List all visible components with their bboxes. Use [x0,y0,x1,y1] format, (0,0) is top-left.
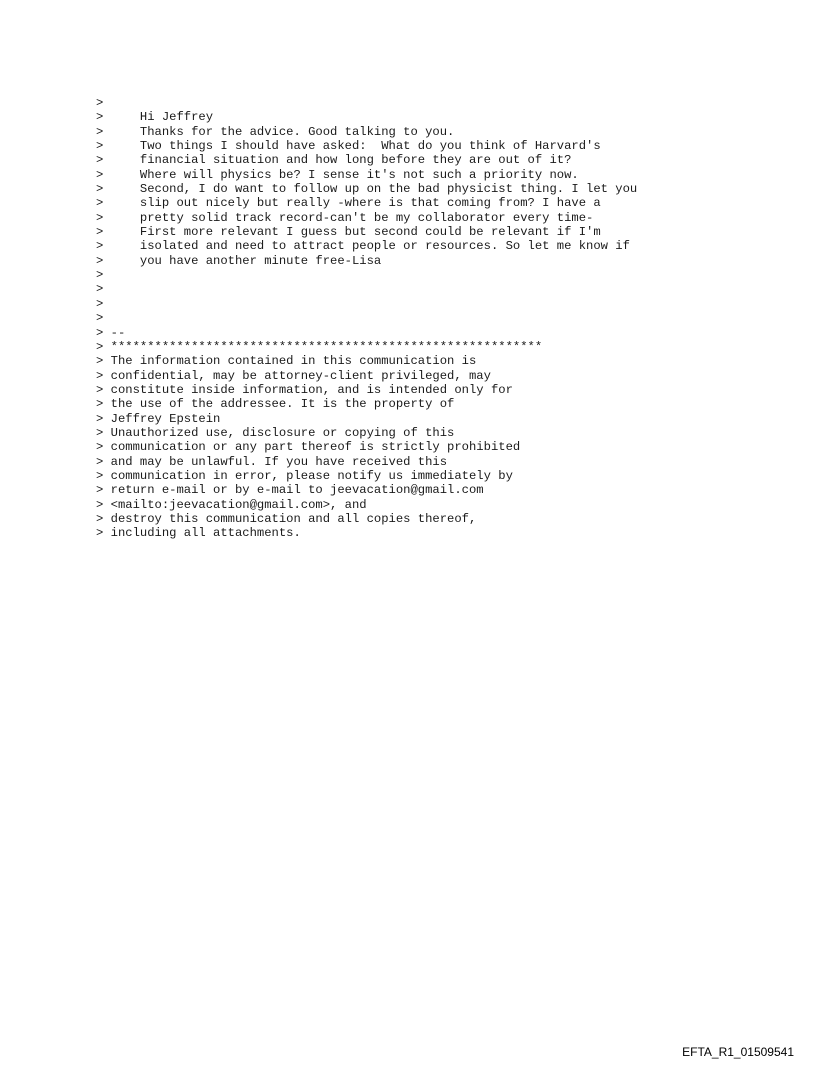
email-line: > slip out nicely but really -where is that coming from? I have a [96,196,601,211]
disclaimer-divider: > *********************************************************** [96,339,543,354]
email-line: > [96,96,104,110]
disclaimer-line: > destroy this communication and all copies thereof, [96,511,477,526]
disclaimer-line: > <mailto:jeevacation@gmail.com>, and [96,497,367,512]
email-line: > isolated and need to attract people or resources. So let me know if [96,239,630,254]
email-line: > [96,311,104,326]
email-line: > financial situation and how long before they are out of it? [96,153,572,168]
disclaimer-line: > including all attachments. [96,526,301,541]
disclaimer-line: > the use of the addressee. It is the property of [96,397,455,412]
email-line: > First more relevant I guess but second could be relevant if I'm [96,225,601,240]
disclaimer-line: > The information contained in this communication is [96,354,477,369]
disclaimer-line: > return e-mail or by e-mail to jeevacation@gmail.com [96,483,484,498]
email-line: > Thanks for the advice. Good talking to you. [96,124,455,139]
signature-separator: > -- [96,325,126,340]
email-line: > Second, I do want to follow up on the bad physicist thing. I let you [96,182,638,197]
disclaimer-line: > confidential, may be attorney-client privileged, may [96,368,491,383]
email-line: > pretty solid track record-can't be my collaborator every time- [96,210,594,225]
email-line: > Where will physics be? I sense it's not such a priority now. [96,167,579,182]
email-line: > Two things I should have asked: What do you think of Harvard's [96,139,601,154]
disclaimer-line: > Unauthorized use, disclosure or copying of this [96,425,455,440]
email-line: > [96,296,104,311]
email-line: > [96,282,104,297]
document-id: EFTA_R1_01509541 [682,1045,794,1059]
email-line: > [96,268,104,283]
email-line: > you have another minute free-Lisa [96,253,382,268]
disclaimer-line: > communication or any part thereof is strictly prohibited [96,440,521,455]
disclaimer-line: > Jeffrey Epstein [96,411,221,426]
disclaimer-line: > communication in error, please notify us immediately by [96,468,513,483]
disclaimer-line: > constitute inside information, and is intended only for [96,382,513,397]
disclaimer-line: > and may be unlawful. If you have received this [96,454,448,469]
email-line: > Hi Jeffrey [96,110,214,125]
quoted-email-body [96,96,796,541]
